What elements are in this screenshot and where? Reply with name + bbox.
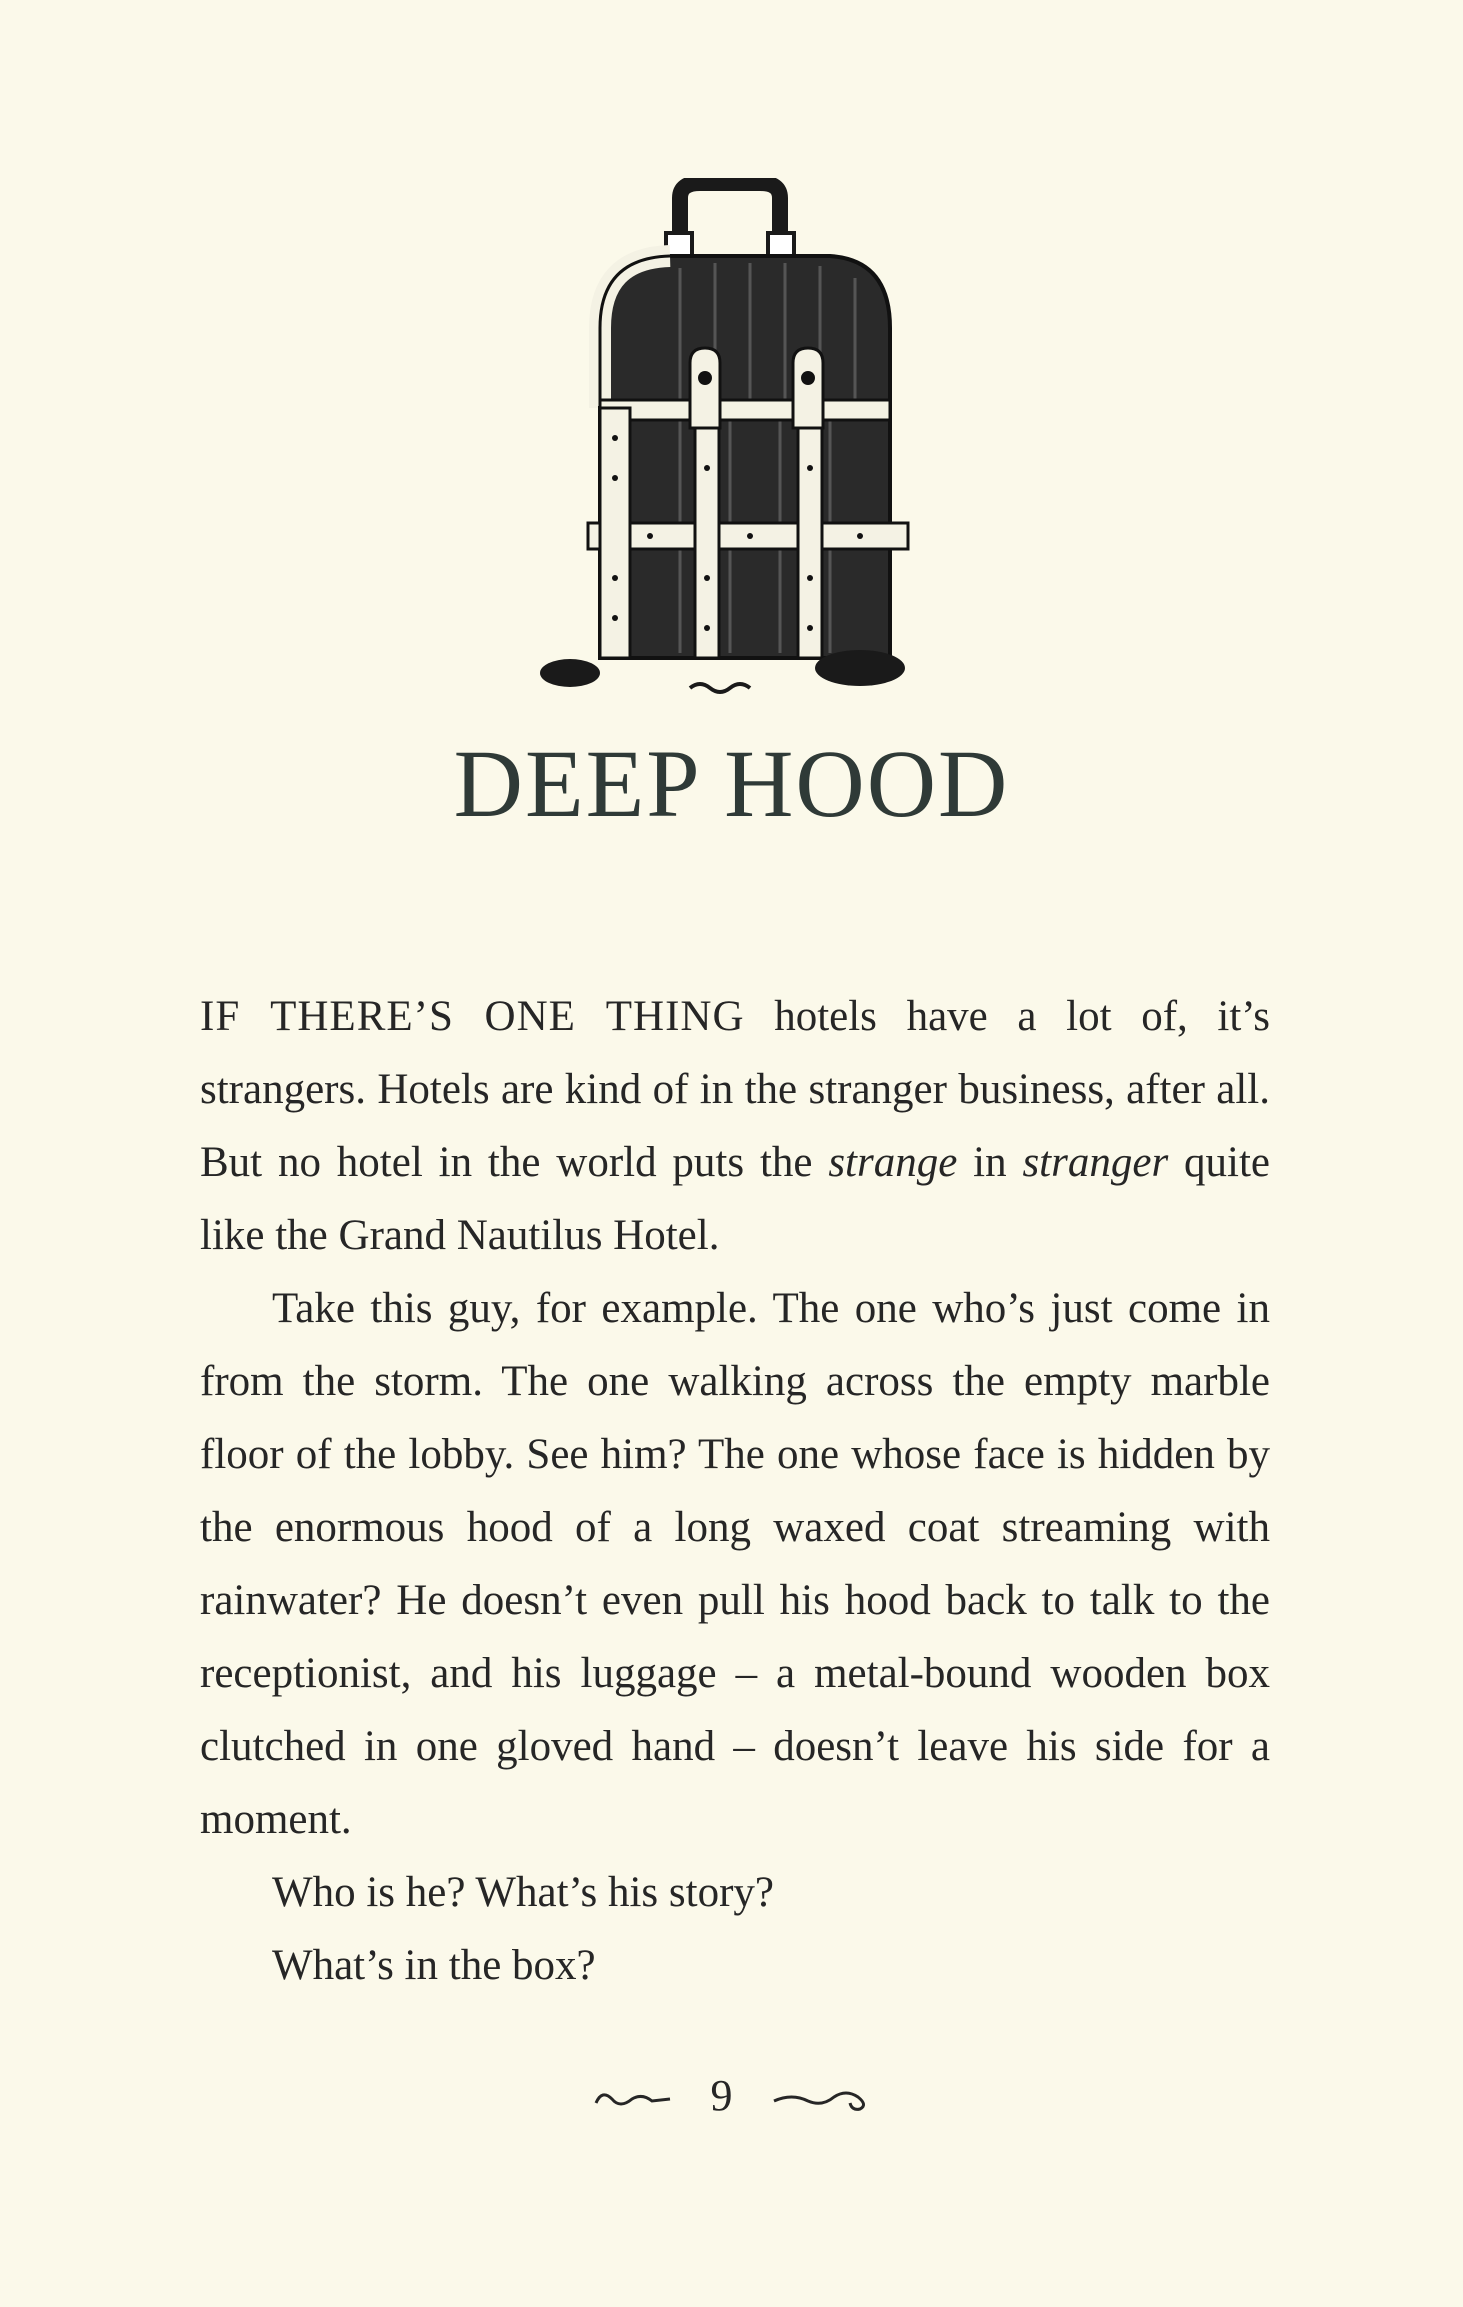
paragraph-1-text-a: hotels have a lot of, it’s strangers. Hotels are kind of in the stranger business, after all. But no hotel in the world puts the [200,993,1270,1186]
page-footer [0,2070,1463,2121]
paragraph-3: Who is he? What’s his story? [272,1869,774,1916]
lead-in-small-caps: IF THERE’S ONE THING [200,993,745,1040]
emphasis-stranger: stranger [1022,1139,1169,1186]
paragraph-2: Take this guy, for example. The one who’s just come in from the storm. The one walking across the empty marble floor of the lobby. See him? The one whose face is hidden by the enormous hood of a long waxed coat streaming with rainwater? He doesn’t even pull his hood back to talk to the receptionist, and his luggage – a metal-bound wooden box clutched in one gloved hand – doesn’t leave his side for a moment. [200,1285,1270,1843]
emphasis-strange: strange [828,1139,958,1186]
treasure-chest-icon [530,178,930,698]
paragraph-1-text-b: in [957,1139,1023,1186]
paragraph-1-text-c: quite like the Grand Nautilus Hotel. [200,1139,1270,1259]
page-number: 9 [710,2071,733,2120]
paragraph-1 [200,980,1270,1272]
swirl-ornament-icon [592,2085,672,2115]
paragraph-4: What’s in the box? [272,1942,596,1989]
chapter-body [200,980,1270,2002]
chapter-title: DEEP HOOD [453,730,1010,837]
swirl-ornament-icon [772,2085,872,2115]
